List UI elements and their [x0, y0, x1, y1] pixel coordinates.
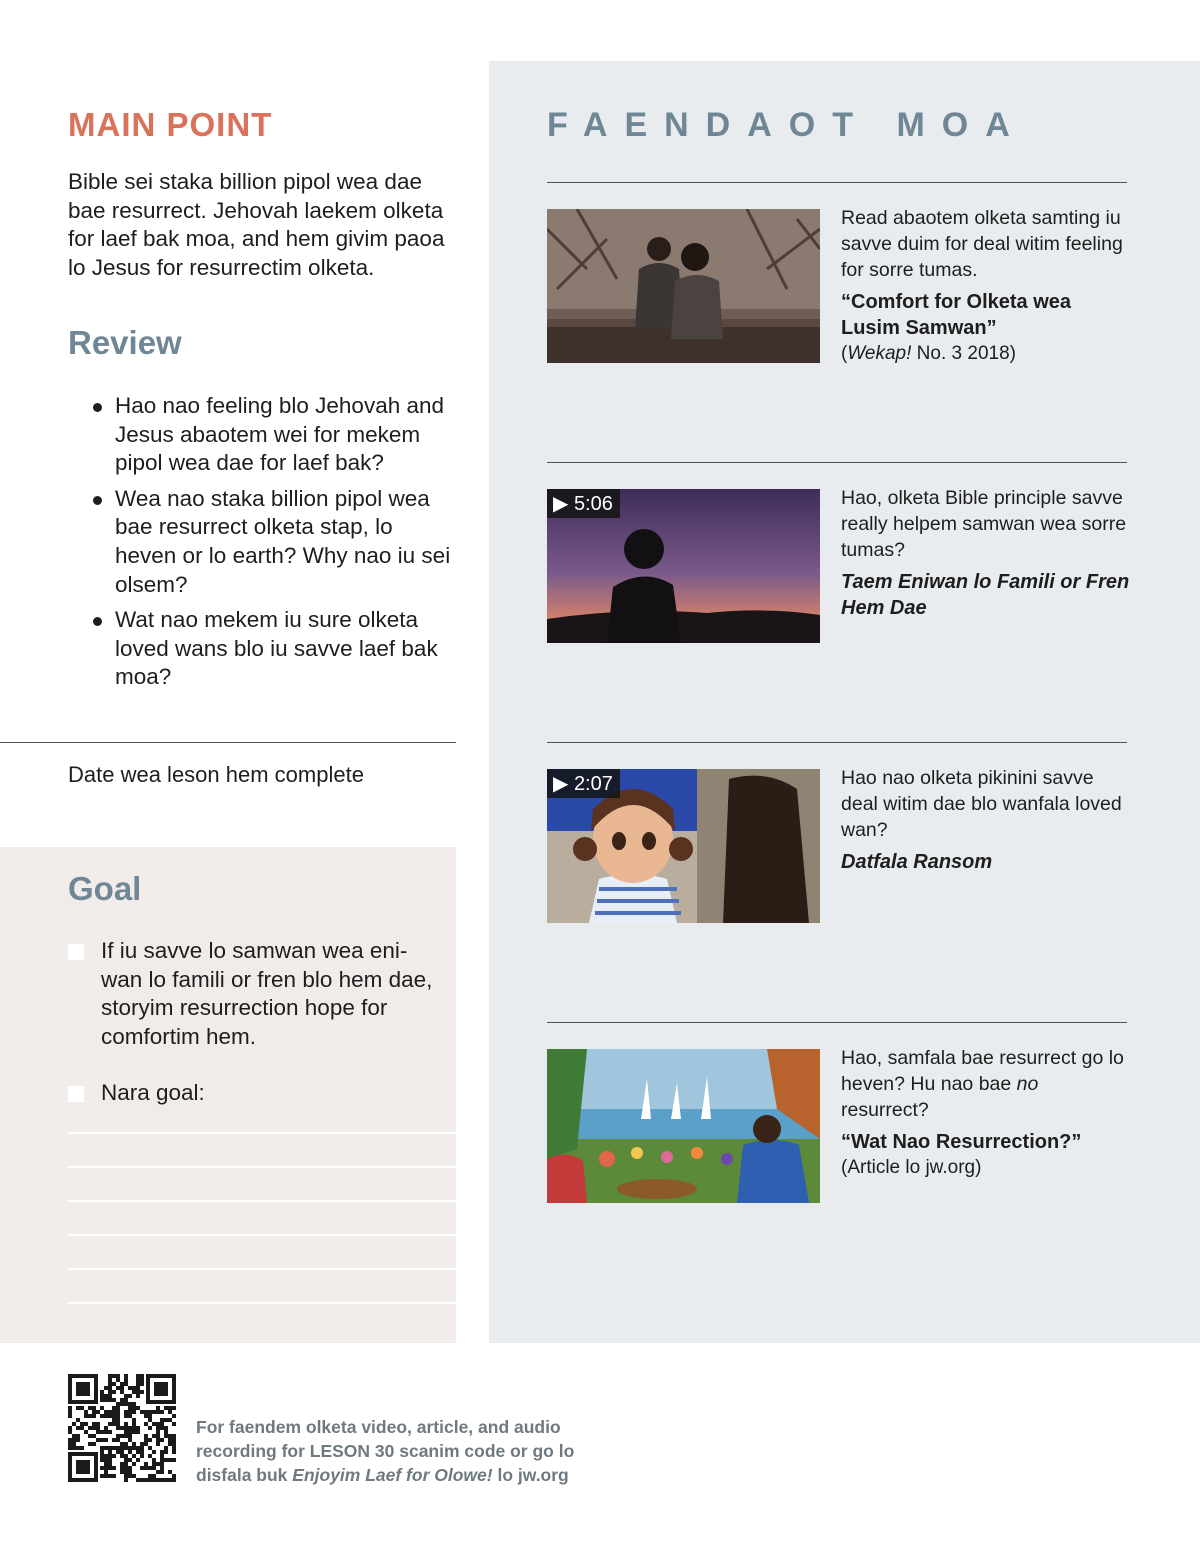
video-duration: ▶ 5:06 — [547, 489, 620, 518]
goal-item[interactable] — [68, 1079, 438, 1108]
goal-write-line[interactable] — [68, 1268, 456, 1270]
goal-write-line[interactable] — [68, 1200, 456, 1202]
article-thumbnail[interactable] — [547, 209, 820, 363]
review-title: Review — [68, 324, 182, 361]
main-point-title: MAIN POINT — [68, 106, 273, 143]
date-complete-label: Date wea leson hem complete — [68, 762, 364, 787]
resource-text — [841, 765, 1131, 875]
video-thumbnail[interactable] — [547, 489, 820, 643]
review-list — [115, 392, 460, 699]
review-question: Wea nao staka billion pipol wea bae resurrect olketa stap, lo heven or lo earth? Why nao iu sei olsem? — [115, 485, 460, 599]
resource-title-link[interactable]: “Wat Nao Resurrection?” — [841, 1131, 1082, 1153]
resource-text — [841, 1045, 1131, 1181]
goal-item-text: Nara goal: — [101, 1080, 205, 1105]
divider — [547, 742, 1127, 743]
article-thumbnail[interactable] — [547, 1049, 820, 1203]
resource-description: Hao, olketa Bible principle savve really helpem samwan wea sorre tumas? — [841, 487, 1127, 561]
resource-text — [841, 485, 1131, 621]
faendaot-title: FAENDAOT MOA — [547, 106, 1027, 144]
goal-write-line[interactable] — [68, 1166, 456, 1168]
resource-source: (Article lo jw.org) — [841, 1157, 982, 1178]
footer-note: For faendem olketa video, article, and audio recording for LESON 30 scanim code or go lo disfala buk Enjoyim Laef for Olowe! lo jw.org — [196, 1417, 575, 1485]
resource-title-link[interactable]: Taem Eniwan lo Famili or Fren Hem Dae — [841, 571, 1130, 619]
review-question: Wat nao mekem iu sure olketa loved wans blo iu savve laef bak moa? — [115, 606, 460, 692]
resource-text — [841, 205, 1131, 367]
resource-source: (Wekap! No. 3 2018) — [841, 343, 1016, 364]
qr-code[interactable] — [68, 1374, 176, 1482]
goal-item-text: If iu savve lo samwan wea eni- wan lo famili or fren blo hem dae, storyim resurrection hope for comfortim hem. — [101, 938, 433, 1049]
divider — [547, 462, 1127, 463]
divider — [0, 742, 456, 743]
goal-title: Goal — [68, 870, 142, 907]
resource-title-link[interactable]: Datfala Ransom — [841, 851, 993, 873]
goal-checkbox[interactable] — [68, 944, 84, 960]
divider — [547, 1022, 1127, 1023]
goal-checkbox[interactable] — [68, 1086, 84, 1102]
resource-title-link[interactable]: “Comfort for Olketa wea Lusim Samwan” — [841, 291, 1072, 339]
goal-write-line[interactable] — [68, 1132, 456, 1134]
goal-write-line[interactable] — [68, 1234, 456, 1236]
main-point-text: Bible sei staka billion pipol wea dae bae resurrect. Jehovah laekem olketa for laef bak moa, and hem givim paoa lo Jesus for resurrectim olketa. — [68, 169, 445, 280]
goal-item[interactable] — [68, 937, 438, 1051]
review-question: Hao nao feeling blo Jehovah and Jesus abaotem wei for mekem pipol wea dae for laef bak? — [115, 392, 460, 478]
resource-description: Read abaotem olketa samting iu savve duim for deal witim feeling for sorre tumas. — [841, 207, 1123, 281]
video-duration: ▶ 2:07 — [547, 769, 620, 798]
resource-description: Hao nao olketa pikinini savve deal witim dae blo wanfala loved wan? — [841, 767, 1122, 841]
video-thumbnail[interactable] — [547, 769, 820, 923]
divider — [547, 182, 1127, 183]
goal-write-line[interactable] — [68, 1302, 456, 1304]
resource-description: Hao, samfala bae resurrect go lo heven? Hu nao bae no resurrect? — [841, 1047, 1124, 1121]
